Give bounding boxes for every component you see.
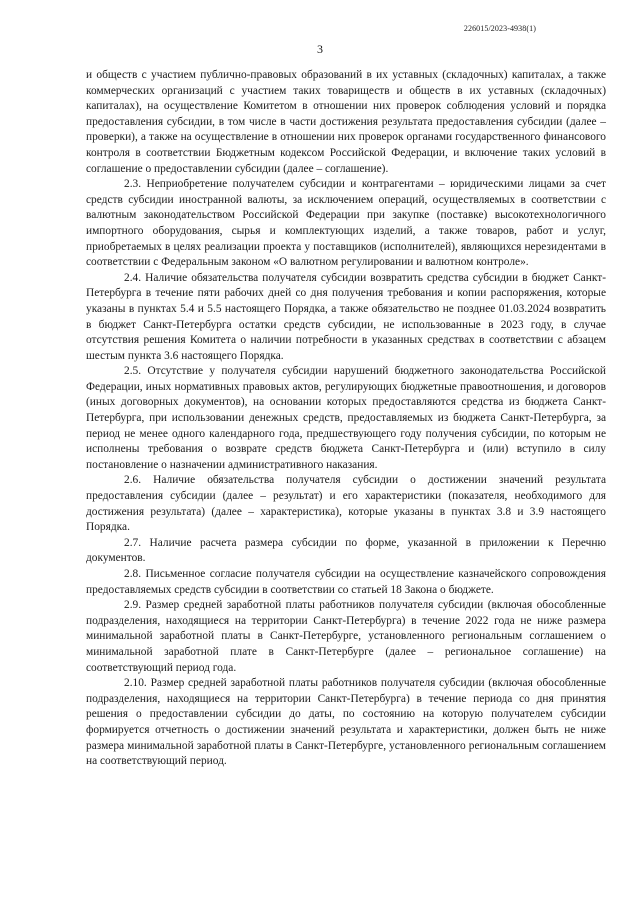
paragraph-2-5: 2.5. Отсутствие у получателя субсидии нарушений бюджетного законодательства Российской Федерации, иных нормативных правовых актов, регулирующих бюджетные правоотношения, и договоров (иных договорных документов), на основании которых предоставляются средства из бюджета Санкт-Петербурга, при использовании денежных средств, предоставляемых из бюджета Санкт-Петербурга, за период не менее одного календарного года, предшествующего году получения субсидии, по которым не исполнены требования о возврате средств бюджета Санкт-Петербурга и (или) вступило в силу постановление о назначении административного наказания. [86, 365, 606, 471]
paragraph-2-7: 2.7. Наличие расчета размера субсидии по форме, указанной в приложении к Перечню документов. [86, 536, 606, 565]
paragraph-2-10: 2.10. Размер средней заработной платы работников получателя субсидии (включая обособленные подразделения, находящиеся на территории Санкт-Петербурга) в течение периода со дня принятия решения о предоставлении субсидии до даты, по состоянию на которую получателем субсидии формируется отчетность о достижении значений результата и характеристики, должен быть не ниже размера минимальной заработной платы в Санкт-Петербурге, установленного региональным соглашением на соответствующий период. [86, 677, 606, 768]
paragraph-2-4: 2.4. Наличие обязательства получателя субсидии возвратить средства субсидии в бюджет Санкт-Петербурга в течение пяти рабочих дней со дня получения требования и копии распоряжения, которые указаны в пунктах 5.4 и 5.5 настоящего Порядка, а также обязательство не позднее 01.03.2024 возвратить в бюджет Санкт-Петербурга остатки средств субсидии, не использованные в 2023 году, в случае отсутствия решения Комитета о наличии потребности в указанных средствах в соответствии с абзацем шестым пункта 3.6 настоящего Порядка. [86, 271, 606, 362]
document-id: 226015/2023-4938(1) [463, 24, 536, 33]
paragraph-2-8: 2.8. Письменное согласие получателя субсидии на осуществление казначейского сопровождения предоставляемых средств субсидии в соответствии со статьей 18 Закона о бюджете. [86, 568, 606, 596]
paragraph-continuation: и обществ с участием публично-правовых образований в их уставных (складочных) капиталах, а также коммерческих организаций с участием таких товариществ и обществ в их уставных (складочных) капиталах), на осуществление Комитетом в отношении них проверок соблюдения условий и порядка предоставления субсидии, в том числе в части достижения результата предоставления субсидии (далее – проверки), а также на осуществление в отношении них проверок органами государственного финансового контроля в соответствии Бюджетным кодексом Российской Федерации, и включение таких условий в соглашение о предоставлении субсидии (далее – соглашение). [86, 69, 606, 175]
document-body [86, 68, 606, 770]
page-number: 3 [317, 42, 323, 56]
paragraph-2-6: 2.6. Наличие обязательства получателя субсидии о достижении значений результата предоставления субсидии (далее – результат) и его характеристики (показателя, необходимого для достижения результата) (далее – характеристика), которые указаны в пунктах 3.8 и 3.9 настоящего Порядка. [86, 474, 606, 534]
paragraph-2-3: 2.3. Неприобретение получателем субсидии и контрагентами – юридическими лицами за счет средств субсидии иностранной валюты, за исключением операций, осуществляемых в соответствии с валютным законодательством Российской Федерации при закупке (поставке) высокотехнологичного импортного оборудования, сырья и комплектующих изделий, а также товаров, работ и услуг, приобретаемых в целях реализации проекта у поставщиков (исполнителей), являющихся нерезидентами в соответствии с Федеральным законом «О валютном регулировании и валютном контроле». [86, 178, 606, 269]
paragraph-2-9: 2.9. Размер средней заработной платы работников получателя субсидии (включая обособленные подразделения, находящиеся на территории Санкт-Петербурга) в течение 2022 года не ниже размера минимальной заработной платы в Санкт-Петербурге, установленного региональным соглашением о минимальной заработной плате в Санкт-Петербурге (далее – региональное соглашение) на соответствующий период года. [86, 599, 606, 674]
